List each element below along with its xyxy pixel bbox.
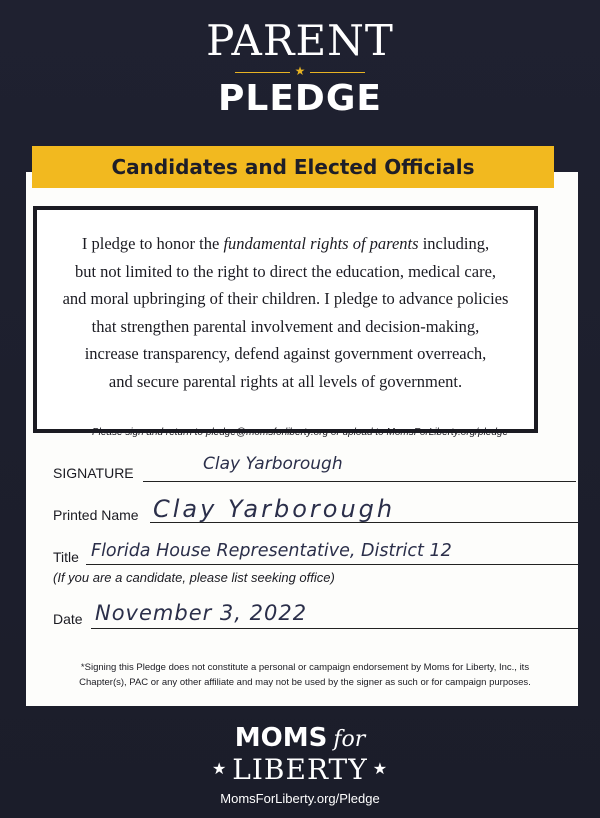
star-icon: ★ <box>294 64 306 78</box>
signature-label: SIGNATURE <box>53 465 134 481</box>
title-note: (If you are a candidate, please list seeking office) <box>53 570 335 585</box>
title-value: Florida House Representative, District 12 <box>91 541 452 561</box>
logo-divider <box>235 66 365 80</box>
date-value: November 3, 2022 <box>95 601 308 625</box>
logo-title-parent: PARENT <box>206 16 394 65</box>
signature-line <box>143 481 576 482</box>
logo-title-pledge: PLEDGE <box>218 78 382 119</box>
date-line <box>91 628 578 629</box>
divider-line-left <box>235 72 290 73</box>
pledge-line-2: but not limited to the right to direct the education, medical care, <box>74 261 497 281</box>
pledge-line-6: and secure parental rights at all levels of government. <box>108 371 463 391</box>
pledge-line-3: and moral upbringing of their children. I pledge to advance policies <box>62 289 509 308</box>
pledge-line-1-end: including, <box>418 234 490 253</box>
pledge-line-5: increase transparency, defend against government overreach, <box>84 344 487 363</box>
pledge-line-4: that strengthen parental involvement and decision-making, <box>91 316 480 336</box>
footer-url[interactable]: MomsForLiberty.org/Pledge <box>220 791 380 806</box>
date-label: Date <box>53 611 83 627</box>
star-icon: ★ <box>372 759 389 778</box>
title-label: Title <box>53 549 79 565</box>
disclaimer-line-2: Chapter(s), PAC or any other affiliate and may not be used by the signer as such or for campaign purposes. <box>79 677 531 688</box>
star-icon: ★ <box>211 759 228 778</box>
logo-moms: MOMS <box>234 723 328 753</box>
pledge-statement <box>33 206 538 433</box>
section-banner: Candidates and Elected Officials <box>32 146 554 188</box>
disclaimer-line-1: *Signing this Pledge does not constitute a personal or campaign endorsement by Moms for Liberty, Inc., its <box>80 662 530 673</box>
logo-liberty-row <box>0 754 600 785</box>
return-instructions: Please sign and return to pledge@momsforliberty.org or upload to MomsForLiberty.org/pledge <box>91 427 509 438</box>
signature-value: Clay Yarborough <box>203 454 343 474</box>
printed-name-value: Clay Yarborough <box>153 495 396 523</box>
logo-liberty: LIBERTY <box>232 753 368 786</box>
pledge-line-1-start: I pledge to honor the <box>81 234 224 253</box>
pledge-emphasis: fundamental rights of parents <box>223 234 419 253</box>
printed-name-label: Printed Name <box>53 507 139 523</box>
divider-line-right <box>310 72 365 73</box>
title-line <box>86 564 578 565</box>
moms-for-liberty-logo <box>0 724 600 806</box>
logo-for: for <box>333 727 366 752</box>
disclaimer <box>50 660 560 690</box>
parent-pledge-logo <box>0 18 600 118</box>
pledge-line-1 <box>37 230 534 258</box>
logo-moms-row <box>0 724 600 754</box>
